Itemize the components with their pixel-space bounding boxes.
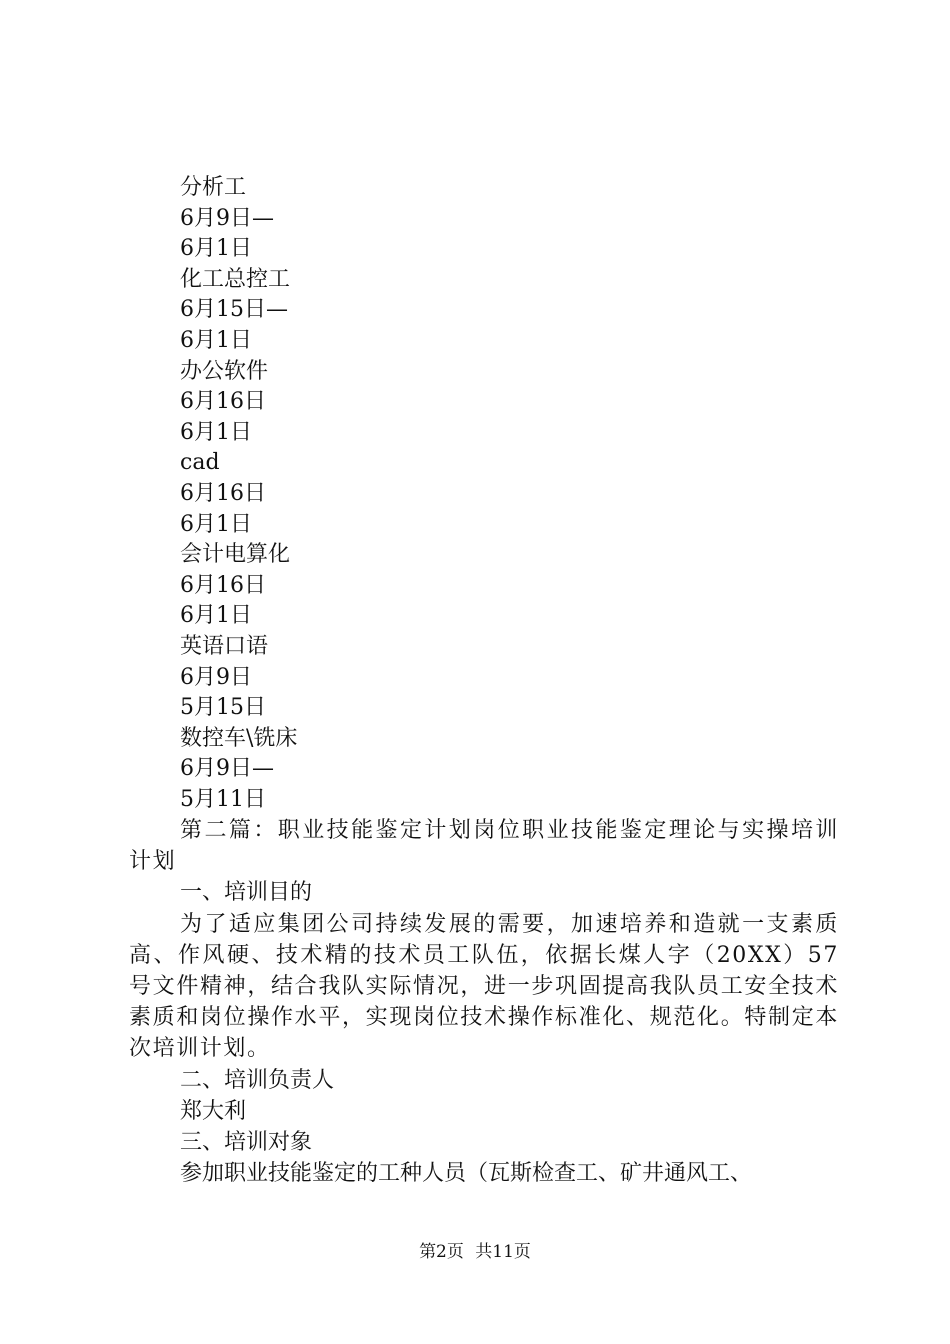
- section-body-targets: 参加职业技能鉴定的工种人员（瓦斯检查工、矿井通风工、: [180, 1161, 753, 1187]
- schedule-line: 6月1日: [180, 236, 252, 262]
- page-number: 第2页: [419, 1242, 464, 1262]
- schedule-line: 化工总控工: [180, 266, 291, 292]
- document-body: [129, 815, 839, 1189]
- schedule-line: 6月16日: [180, 389, 266, 415]
- schedule-line: 6月9日—: [180, 756, 274, 782]
- schedule-line: 英语口语: [180, 633, 269, 659]
- schedule-line: 6月9日: [180, 664, 252, 690]
- schedule-line: 6月1日: [180, 419, 252, 445]
- schedule-line: 分析工: [180, 175, 247, 200]
- page-total: 共11页: [475, 1242, 531, 1262]
- schedule-line: 5月11日: [180, 786, 266, 812]
- schedule-line: 6月9日—: [180, 205, 274, 231]
- responsible-person-name: 郑大利: [180, 1098, 247, 1124]
- section-heading-purpose: 一、培训目的: [180, 880, 313, 906]
- training-schedule-list: [180, 173, 297, 815]
- schedule-line: 办公软件: [180, 358, 269, 384]
- schedule-line: 6月16日: [180, 480, 266, 506]
- section-heading-targets: 三、培训对象: [180, 1130, 313, 1156]
- schedule-line: 6月1日: [180, 603, 252, 629]
- schedule-line: 数控车\铣床: [180, 725, 298, 751]
- schedule-line: 6月15日—: [180, 297, 288, 323]
- chapter-title: 第二篇：职业技能鉴定计划岗位职业技能鉴定理论与实操培训计划: [129, 818, 839, 875]
- schedule-line: cad: [180, 450, 220, 476]
- schedule-line: 会计电算化: [180, 542, 291, 568]
- section-body-purpose: 为了适应集团公司持续发展的需要，加速培养和造就一支素质高、作风硬、技术精的技术员工队伍，依据长煤人字（20XX）57号文件精神，结合我队实际情况，进一步巩固提高我队员工安全技术素质和岗位操作水平，实现岗位技术操作标准化、规范化。特制定本次培训计划。: [129, 911, 839, 1062]
- schedule-line: 6月16日: [180, 572, 266, 598]
- page-footer: [0, 1240, 950, 1264]
- section-heading-responsible: 二、培训负责人: [180, 1067, 335, 1093]
- schedule-line: 6月1日: [180, 327, 252, 353]
- schedule-line: 6月1日: [180, 511, 252, 537]
- schedule-line: 5月15日: [180, 695, 266, 721]
